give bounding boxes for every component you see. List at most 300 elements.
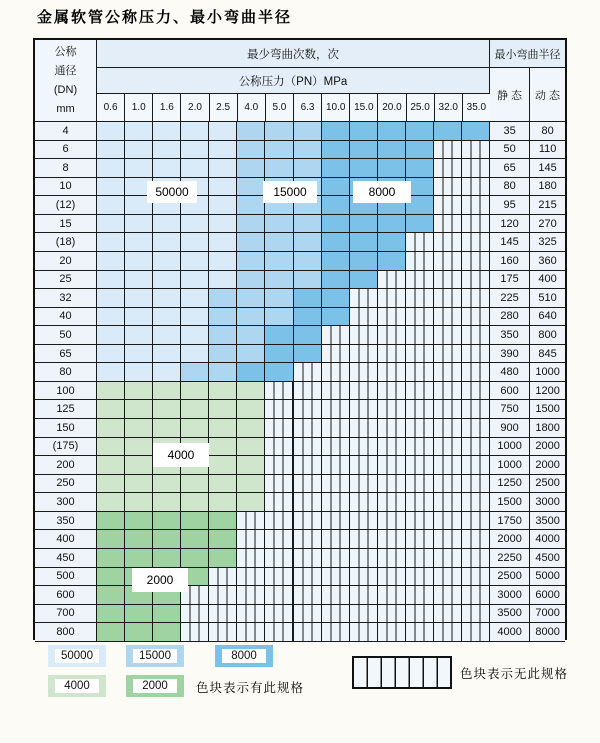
pressure-cell	[125, 419, 153, 438]
pressure-tick: 20.0	[378, 94, 406, 122]
dynamic-cell: 510	[530, 289, 565, 308]
pressure-cell	[462, 141, 490, 160]
pressure-cell	[209, 382, 237, 401]
pressure-cell	[434, 233, 462, 252]
pressure-cell	[97, 530, 125, 549]
dn-cell: 65	[35, 345, 97, 364]
dynamic-cell: 1200	[530, 382, 565, 401]
dynamic-cell: 80	[530, 122, 565, 141]
pressure-cell	[153, 326, 181, 345]
pressure-cell	[125, 215, 153, 234]
pressure-cell	[153, 308, 181, 327]
pressure-cell	[434, 419, 462, 438]
pressure-cell	[322, 196, 350, 215]
pressure-cell	[265, 438, 293, 457]
pressure-cell	[125, 159, 153, 178]
pressure-cell	[350, 308, 378, 327]
pressure-cell	[462, 568, 490, 587]
pressure-cell	[378, 252, 406, 271]
pressure-cell	[237, 456, 265, 475]
pressure-cell	[462, 438, 490, 457]
pressure-cell	[294, 141, 322, 160]
dn-cell: 4	[35, 122, 97, 141]
static-cell: 900	[490, 419, 530, 438]
pressure-cell	[153, 512, 181, 531]
pressure-tick: 4.0	[238, 94, 266, 122]
pressure-cell	[406, 215, 434, 234]
pressure-cell	[462, 512, 490, 531]
pressure-cell	[294, 623, 322, 642]
pressure-cell	[265, 382, 293, 401]
legend-no-spec-text: 色块表示无此规格	[460, 667, 569, 681]
pressure-cell	[153, 382, 181, 401]
corner-header-dn	[35, 40, 97, 122]
pressure-cell	[350, 530, 378, 549]
dn-cell: 800	[35, 623, 97, 642]
table-row	[35, 122, 565, 141]
table-row	[35, 400, 565, 419]
pressure-cell	[406, 196, 434, 215]
pressure-cell	[209, 400, 237, 419]
static-cell: 145	[490, 233, 530, 252]
pressure-cell	[97, 308, 125, 327]
pressure-cell	[294, 326, 322, 345]
dn-cell: 32	[35, 289, 97, 308]
pressure-cell	[462, 419, 490, 438]
pressure-cell	[265, 159, 293, 178]
static-cell: 1500	[490, 493, 530, 512]
pressure-cell	[181, 252, 209, 271]
pressure-cell	[462, 159, 490, 178]
pressure-cell	[322, 271, 350, 290]
pressure-cell	[406, 308, 434, 327]
static-cell: 65	[490, 159, 530, 178]
pressure-cell	[378, 419, 406, 438]
pressure-cell	[153, 605, 181, 624]
pressure-tick: 1.0	[125, 94, 153, 122]
pressure-cell	[265, 493, 293, 512]
pressure-cell	[209, 512, 237, 531]
pressure-cell	[181, 345, 209, 364]
pressure-cell	[265, 400, 293, 419]
static-cell: 95	[490, 196, 530, 215]
table-row	[35, 326, 565, 345]
pressure-cell	[153, 623, 181, 642]
pressure-cell	[378, 233, 406, 252]
pressure-cell	[462, 326, 490, 345]
pressure-cell	[237, 493, 265, 512]
pressure-cell	[378, 400, 406, 419]
pressure-cell	[237, 326, 265, 345]
dynamic-cell: 3000	[530, 493, 565, 512]
pressure-cell	[209, 215, 237, 234]
static-cell: 160	[490, 252, 530, 271]
dn-cell: 100	[35, 382, 97, 401]
pressure-cell	[434, 141, 462, 160]
pressure-cell	[237, 512, 265, 531]
legend-swatch-15000	[126, 645, 184, 667]
bend-count-header: 最少弯曲次数，次	[97, 40, 490, 68]
pressure-cell	[97, 475, 125, 494]
pressure-cell	[265, 363, 293, 382]
pressure-cell	[209, 141, 237, 160]
pressure-cell	[434, 122, 462, 141]
dynamic-cell: 1800	[530, 419, 565, 438]
pressure-cell	[265, 586, 293, 605]
pressure-cell	[378, 586, 406, 605]
pressure-cell	[237, 586, 265, 605]
pressure-cell	[97, 233, 125, 252]
static-cell: 1000	[490, 438, 530, 457]
static-column-header: 静 态	[490, 68, 530, 122]
pressure-cell	[434, 623, 462, 642]
pressure-cell	[237, 605, 265, 624]
pressure-cell	[97, 382, 125, 401]
pressure-cell	[406, 122, 434, 141]
pressure-cell	[294, 586, 322, 605]
pressure-cell	[462, 605, 490, 624]
pressure-cell	[294, 438, 322, 457]
pressure-cell	[462, 178, 490, 197]
pressure-cell	[434, 493, 462, 512]
pressure-cell	[406, 549, 434, 568]
static-cell: 3000	[490, 586, 530, 605]
pressure-cell	[97, 419, 125, 438]
pressure-cell	[350, 456, 378, 475]
pressure-cell	[209, 530, 237, 549]
dn-cell: (175)	[35, 438, 97, 457]
pressure-cell	[265, 345, 293, 364]
static-cell: 2250	[490, 549, 530, 568]
pressure-cell	[237, 215, 265, 234]
pressure-cell	[265, 475, 293, 494]
pressure-cell	[125, 605, 153, 624]
pressure-cell	[97, 586, 125, 605]
pressure-cell	[462, 308, 490, 327]
pressure-cell	[125, 252, 153, 271]
legend-swatch-4000	[48, 675, 106, 697]
dynamic-cell: 400	[530, 271, 565, 290]
pressure-cell	[350, 475, 378, 494]
pressure-cell	[350, 493, 378, 512]
table-row	[35, 252, 565, 271]
pressure-tick: 6.3	[294, 94, 322, 122]
dn-cell: 250	[35, 475, 97, 494]
pressure-cell	[237, 252, 265, 271]
dn-cell: 150	[35, 419, 97, 438]
pressure-cell	[322, 512, 350, 531]
pressure-cell	[434, 530, 462, 549]
pressure-cell	[350, 549, 378, 568]
pressure-cell	[434, 363, 462, 382]
static-cell: 2000	[490, 530, 530, 549]
pressure-cell	[97, 605, 125, 624]
pressure-cell	[378, 122, 406, 141]
dn-cell: 600	[35, 586, 97, 605]
pressure-cell	[378, 475, 406, 494]
pressure-cell	[378, 530, 406, 549]
pressure-cell	[97, 196, 125, 215]
pressure-cell	[462, 549, 490, 568]
pressure-cell	[350, 400, 378, 419]
pressure-cell	[125, 233, 153, 252]
pressure-cell	[97, 549, 125, 568]
pressure-cell	[97, 122, 125, 141]
pressure-cell	[378, 605, 406, 624]
pressure-cell	[406, 252, 434, 271]
pressure-cell	[322, 493, 350, 512]
pressure-cell	[434, 382, 462, 401]
pressure-cell	[265, 549, 293, 568]
pressure-cell	[406, 530, 434, 549]
pressure-cell	[434, 215, 462, 234]
dynamic-cell: 8000	[530, 623, 565, 642]
pressure-cell	[350, 141, 378, 160]
pressure-cell	[209, 456, 237, 475]
pressure-cell	[294, 252, 322, 271]
pressure-cell	[153, 363, 181, 382]
pressure-cell	[294, 605, 322, 624]
pressure-cell	[153, 215, 181, 234]
cycle-label-50000: 50000	[148, 182, 196, 202]
pressure-cell	[322, 141, 350, 160]
pressure-cell	[209, 363, 237, 382]
pressure-cell	[181, 605, 209, 624]
pressure-cell	[406, 456, 434, 475]
cycle-label-2000: 2000	[133, 569, 187, 591]
pressure-cell	[406, 233, 434, 252]
pressure-cell	[181, 493, 209, 512]
pressure-cell	[153, 289, 181, 308]
pressure-cell	[350, 289, 378, 308]
corner-line-4: mm	[56, 102, 75, 115]
pressure-cell	[434, 159, 462, 178]
pressure-cell	[237, 289, 265, 308]
pressure-cell	[322, 475, 350, 494]
static-cell: 1750	[490, 512, 530, 531]
table-row	[35, 530, 565, 549]
dynamic-cell: 4500	[530, 549, 565, 568]
pressure-cell	[265, 568, 293, 587]
table-row	[35, 549, 565, 568]
pressure-cell	[462, 400, 490, 419]
pressure-cell	[125, 475, 153, 494]
pressure-cell	[350, 159, 378, 178]
pressure-cell	[153, 233, 181, 252]
pressure-cell	[378, 623, 406, 642]
pressure-cell	[153, 122, 181, 141]
pressure-cell	[462, 196, 490, 215]
pressure-cell	[97, 215, 125, 234]
pressure-cell	[181, 141, 209, 160]
pressure-cell	[434, 512, 462, 531]
pressure-cell	[434, 252, 462, 271]
table-row	[35, 438, 565, 457]
pressure-cell	[378, 271, 406, 290]
pressure-cell	[237, 178, 265, 197]
table-row	[35, 159, 565, 178]
pressure-cell	[434, 605, 462, 624]
pressure-cell	[406, 271, 434, 290]
pressure-cell	[97, 159, 125, 178]
static-cell: 175	[490, 271, 530, 290]
pressure-cell	[181, 159, 209, 178]
cycle-label-8000: 8000	[354, 182, 410, 202]
pressure-cell	[322, 586, 350, 605]
pressure-cell	[209, 252, 237, 271]
dynamic-column-header: 动 态	[530, 68, 565, 122]
pressure-cell	[462, 215, 490, 234]
dynamic-cell: 1000	[530, 363, 565, 382]
table-row	[35, 493, 565, 512]
dynamic-cell: 270	[530, 215, 565, 234]
pressure-cell	[434, 308, 462, 327]
pressure-cell	[153, 419, 181, 438]
static-cell: 750	[490, 400, 530, 419]
table-row	[35, 623, 565, 642]
pressure-cell	[209, 568, 237, 587]
bend-radius-header: 最小弯曲半径	[490, 40, 565, 68]
pressure-cell	[237, 271, 265, 290]
table-row	[35, 345, 565, 364]
pressure-cell	[181, 215, 209, 234]
dn-cell: 25	[35, 271, 97, 290]
pressure-cell	[350, 623, 378, 642]
dynamic-cell: 800	[530, 326, 565, 345]
corner-line-3: (DN)	[53, 83, 78, 96]
pressure-cell	[237, 122, 265, 141]
pressure-cell	[434, 271, 462, 290]
pressure-cell	[125, 289, 153, 308]
pressure-cell	[294, 568, 322, 587]
pressure-cell	[462, 475, 490, 494]
pressure-cell	[237, 141, 265, 160]
pressure-cell	[125, 493, 153, 512]
pressure-cell	[209, 159, 237, 178]
pressure-cell	[265, 512, 293, 531]
pressure-cell	[378, 345, 406, 364]
pressure-cell	[294, 233, 322, 252]
dynamic-cell: 110	[530, 141, 565, 160]
pressure-cell	[406, 400, 434, 419]
static-cell: 4000	[490, 623, 530, 642]
dynamic-cell: 5000	[530, 568, 565, 587]
page-title: 金属软管公称压力、最小弯曲半径	[37, 8, 293, 26]
pressure-cell	[209, 419, 237, 438]
pressure-cell	[406, 568, 434, 587]
dynamic-cell: 2000	[530, 456, 565, 475]
pressure-cell	[265, 233, 293, 252]
table-row	[35, 308, 565, 327]
dynamic-cell: 1500	[530, 400, 565, 419]
pressure-cell	[322, 308, 350, 327]
pressure-cell	[97, 252, 125, 271]
cycle-label-4000: 4000	[154, 444, 208, 466]
legend	[0, 645, 600, 705]
pressure-cell	[294, 419, 322, 438]
pressure-cell	[378, 438, 406, 457]
pressure-cell	[378, 568, 406, 587]
pressure-cell	[237, 400, 265, 419]
static-cell: 35	[490, 122, 530, 141]
pressure-cell	[265, 141, 293, 160]
pressure-cell	[237, 196, 265, 215]
legend-swatch-label: 50000	[55, 649, 99, 663]
pressure-cell	[406, 159, 434, 178]
pressure-cell	[209, 289, 237, 308]
pressure-cell	[153, 475, 181, 494]
pressure-cell	[294, 215, 322, 234]
pressure-cell	[322, 233, 350, 252]
pressure-cell	[181, 363, 209, 382]
pressure-cell	[322, 326, 350, 345]
pressure-cell	[209, 196, 237, 215]
static-cell: 1250	[490, 475, 530, 494]
table-row	[35, 475, 565, 494]
pressure-cell	[462, 252, 490, 271]
pressure-cell	[378, 215, 406, 234]
pressure-cell	[322, 568, 350, 587]
dn-cell: 80	[35, 363, 97, 382]
pressure-cell	[322, 159, 350, 178]
pressure-cell	[322, 289, 350, 308]
pressure-cell	[462, 586, 490, 605]
table-row	[35, 382, 565, 401]
pressure-cell	[322, 623, 350, 642]
pressure-cell	[125, 122, 153, 141]
table-row	[35, 271, 565, 290]
dn-cell: 300	[35, 493, 97, 512]
pressure-cell	[462, 345, 490, 364]
pressure-cell	[462, 271, 490, 290]
table-row	[35, 363, 565, 382]
pressure-cell	[406, 493, 434, 512]
pressure-tick: 2.0	[181, 94, 209, 122]
pressure-cell	[237, 530, 265, 549]
pressure-cell	[125, 141, 153, 160]
pressure-cell	[462, 363, 490, 382]
pressure-cell	[97, 438, 125, 457]
pressure-cell	[237, 475, 265, 494]
pressure-cell	[125, 400, 153, 419]
pressure-cell	[97, 512, 125, 531]
dn-cell: 8	[35, 159, 97, 178]
pressure-cell	[209, 493, 237, 512]
pressure-cell	[209, 233, 237, 252]
pressure-cell	[294, 530, 322, 549]
dynamic-cell: 180	[530, 178, 565, 197]
pressure-cell	[237, 568, 265, 587]
pressure-cell	[181, 271, 209, 290]
pressure-cell	[97, 326, 125, 345]
pressure-cell	[97, 141, 125, 160]
pressure-cell	[153, 141, 181, 160]
pressure-cell	[462, 122, 490, 141]
pressure-cell	[125, 308, 153, 327]
pressure-ticks-row	[97, 94, 490, 122]
legend-hatch-swatch	[352, 656, 452, 689]
pressure-cell	[125, 326, 153, 345]
dn-cell: 6	[35, 141, 97, 160]
pressure-cell	[153, 530, 181, 549]
pressure-cell	[350, 438, 378, 457]
pressure-cell	[350, 271, 378, 290]
pressure-cell	[406, 382, 434, 401]
dn-cell: 700	[35, 605, 97, 624]
pressure-cell	[406, 289, 434, 308]
pressure-cell	[350, 419, 378, 438]
static-cell: 50	[490, 141, 530, 160]
